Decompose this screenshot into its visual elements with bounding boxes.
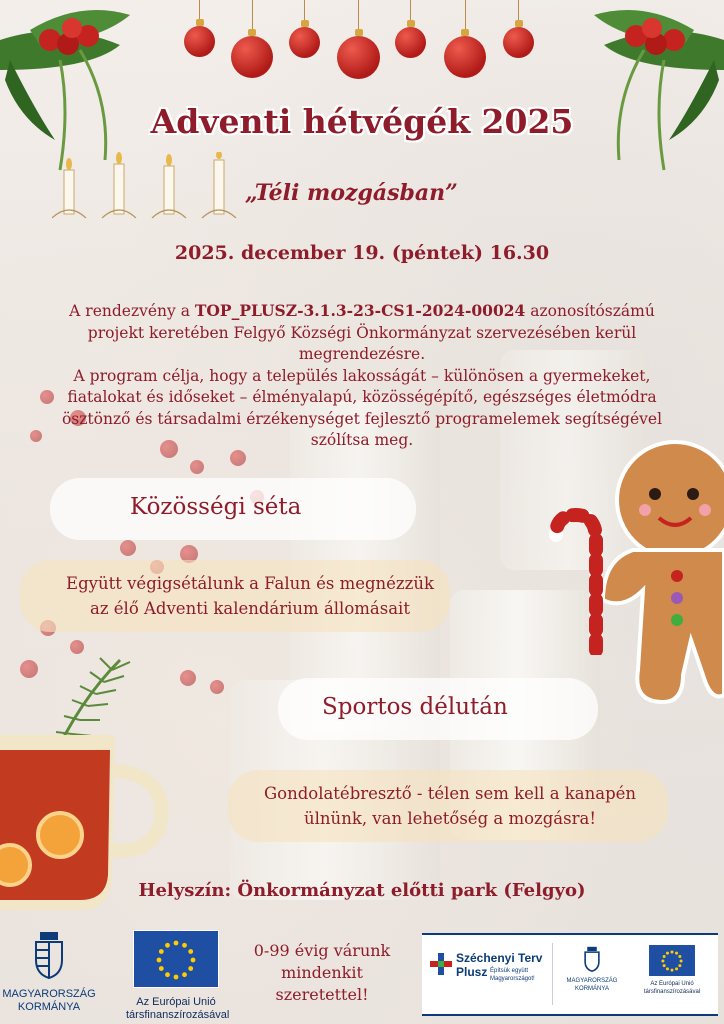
welcome-line: mindenkit xyxy=(281,963,363,982)
ornament-icon xyxy=(395,27,426,58)
hu-gov-logo-small xyxy=(558,945,626,993)
logo-text: Plusz xyxy=(456,965,488,979)
section-body-line: az élő Adventi kalendárium állomásait xyxy=(90,599,410,618)
welcome-line: szeretettel! xyxy=(275,985,369,1004)
logo-text: társfinanszírozásával xyxy=(643,989,701,995)
ornament-icon xyxy=(337,36,380,79)
section-body-line: ülnünk, van lehetőség a mozgásra! xyxy=(304,809,596,828)
logo-text: KORMÁNYA xyxy=(17,1001,81,1013)
ornament-icon xyxy=(231,36,273,78)
welcome-text xyxy=(232,940,412,1006)
event-location: Helyszín: Önkormányzat előtti park (Felgyo) xyxy=(138,880,586,901)
ornament-icon xyxy=(289,27,320,58)
logo-text: KORMÁNYA xyxy=(575,986,609,992)
eu-logo xyxy=(126,930,230,1022)
eu-flag-icon xyxy=(133,930,219,988)
poster-title: Adventi hétvégék 2025 xyxy=(150,102,574,141)
logo-text: Az Európai Unió xyxy=(136,996,216,1008)
holly-icon xyxy=(534,0,724,190)
welcome-line: 0-99 évig várunk xyxy=(253,941,391,960)
logo-text: Széchenyi Terv xyxy=(456,951,543,965)
ornament-icon xyxy=(503,27,534,58)
szechenyi-cross-icon xyxy=(430,953,452,975)
logo-text: Építsük együtt xyxy=(490,968,529,974)
logo-text: Az Európai Unió xyxy=(650,981,694,987)
section-heading: Közösségi séta xyxy=(130,494,302,520)
hu-gov-logo xyxy=(0,930,98,1014)
logo-text: MAGYARORSZÁG xyxy=(2,988,96,1000)
section-body xyxy=(220,781,680,831)
eu-flag-icon xyxy=(649,945,695,976)
intro-purpose: A program célja, hogy a település lakosságát – különösen a gyermekeket, fiatalokat és időseket – élményalapú, közösségépítő, egészséges életmódra ösztönző és társadalmi érzékenységet fejlesztő programelemek segítségével szólítsa meg. xyxy=(61,366,663,449)
funding-logo-panel xyxy=(422,933,718,1016)
intro-text xyxy=(40,300,684,452)
intro-post: azonosítószámú projekt keretében Felgyő Községi Önkormányzat szervezésében kerül megrendezésre. xyxy=(87,302,655,363)
ornament-icon xyxy=(444,36,486,78)
eu-logo-small xyxy=(632,945,712,996)
event-date: 2025. december 19. (péntek) 16.30 xyxy=(174,242,550,264)
section-body xyxy=(20,571,480,621)
candy-cane-icon xyxy=(548,505,618,655)
poster-subtitle: „Téli mozgásban” xyxy=(245,180,458,206)
logo-text: MAGYARORSZÁG xyxy=(566,978,618,984)
section-body-line: Együtt végigsétálunk a Falun és megnézzük xyxy=(66,574,434,593)
szechenyi-logo xyxy=(430,949,570,999)
coat-of-arms-icon xyxy=(32,930,66,980)
candle-icon xyxy=(52,152,242,224)
logo-text: Magyarországot! xyxy=(490,976,535,982)
intro-pre: A rendezvény a xyxy=(69,302,195,320)
section-heading: Sportos délután xyxy=(322,694,508,720)
logo-text: társfinanszírozásával xyxy=(126,1009,230,1021)
project-code: TOP_PLUSZ-3.1.3-23-CS1-2024-00024 xyxy=(194,301,526,320)
coat-of-arms-icon xyxy=(583,945,601,973)
section-body-line: Gondolatébresztő - télen sem kell a kanapén xyxy=(263,784,637,803)
